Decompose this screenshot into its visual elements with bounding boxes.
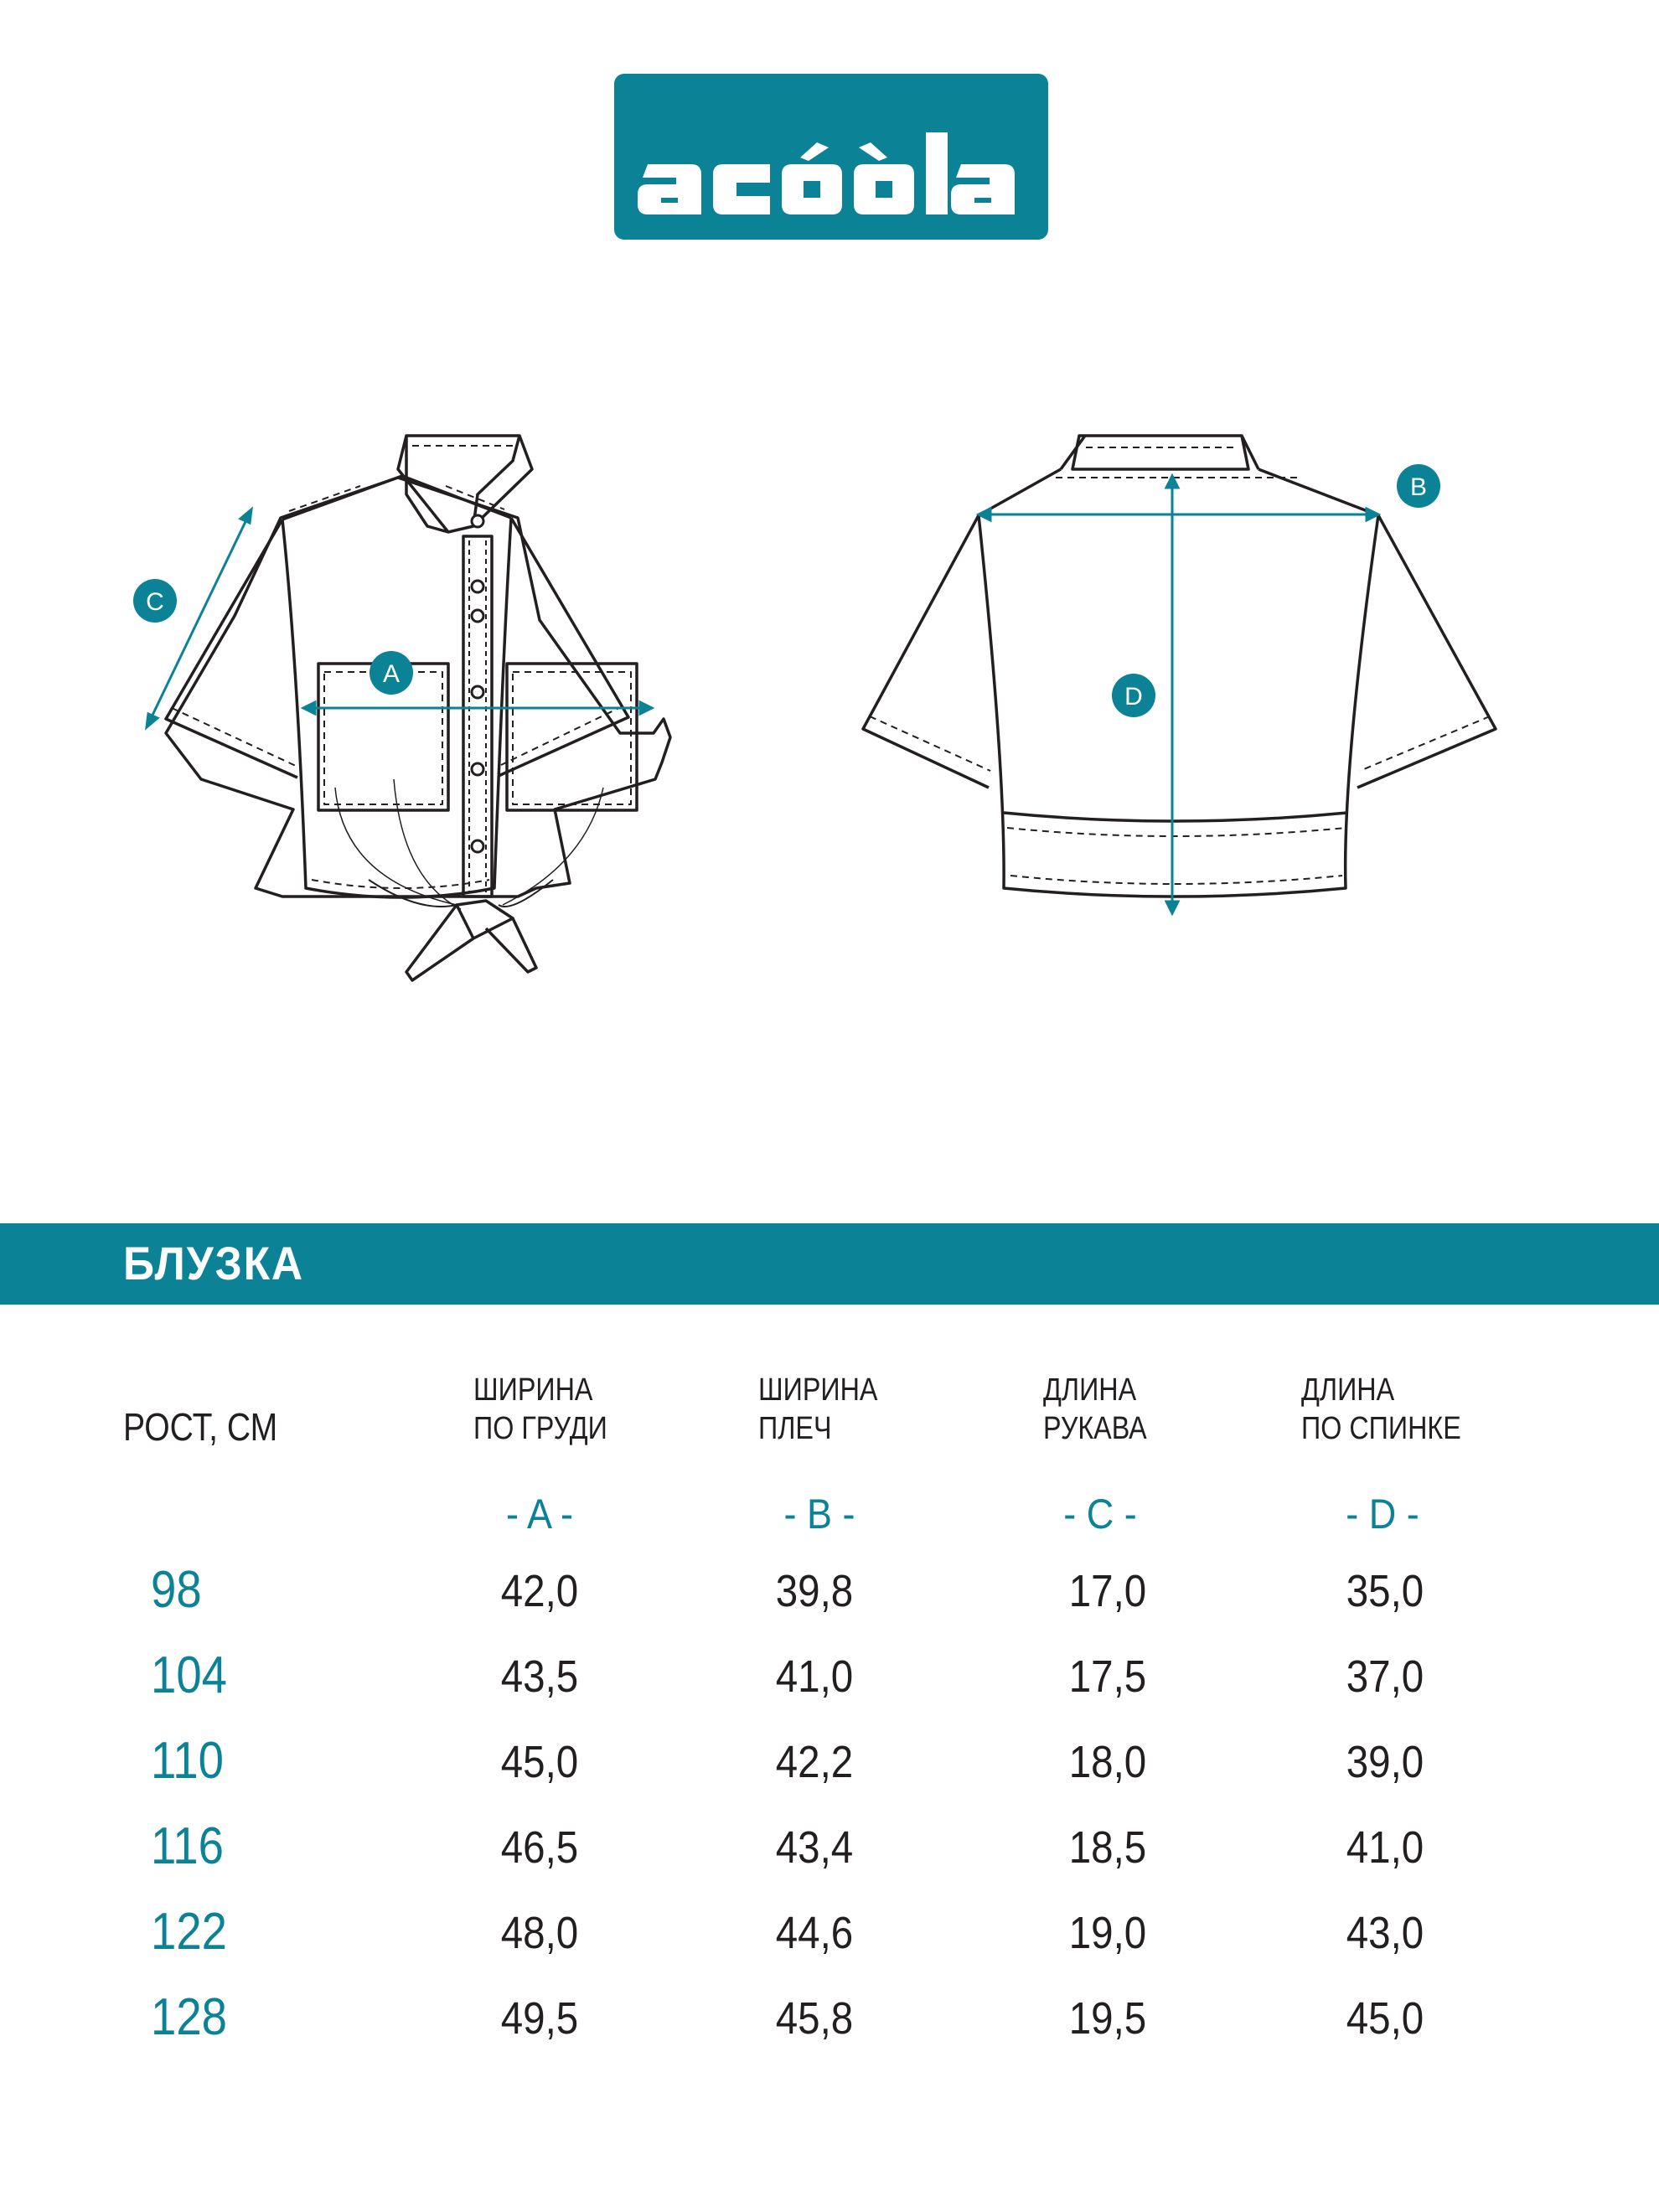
brand-logo xyxy=(614,74,1048,240)
size-value: 104 xyxy=(151,1646,228,1704)
size-value: 128 xyxy=(151,1988,228,2046)
back-length-value: 45,0 xyxy=(1346,1993,1424,2044)
sleeve-length-value: 19,0 xyxy=(1068,1908,1147,1958)
sleeve-length-value: 18,0 xyxy=(1068,1737,1147,1787)
table-row xyxy=(0,1987,1659,2071)
sleeve-length-value: 17,0 xyxy=(1068,1566,1147,1616)
back-length-value: 35,0 xyxy=(1346,1566,1424,1616)
size-value: 98 xyxy=(151,1561,202,1619)
column-letter-b: - B - xyxy=(783,1491,855,1538)
label-a: A xyxy=(382,660,401,688)
chest-width-value: 43,5 xyxy=(500,1651,579,1702)
column-header-c-line1: ДЛИНА xyxy=(1043,1372,1137,1408)
column-header-b-line1: ШИРИНА xyxy=(758,1372,878,1408)
size-value: 122 xyxy=(151,1903,228,1961)
sleeve-length-value: 18,5 xyxy=(1068,1822,1147,1873)
sleeve-length-value: 17,5 xyxy=(1068,1651,1147,1702)
column-letter-a: - A - xyxy=(505,1491,574,1538)
chest-width-value: 45,0 xyxy=(500,1737,579,1787)
size-value: 116 xyxy=(151,1817,224,1875)
back-length-value: 43,0 xyxy=(1346,1908,1424,1958)
column-letter-d: - D - xyxy=(1346,1491,1419,1538)
front-view-drawing xyxy=(117,411,821,1014)
size-value: 110 xyxy=(151,1732,224,1790)
shoulder-width-value: 44,6 xyxy=(775,1908,854,1958)
column-header-b-line2: ПЛЕЧ xyxy=(758,1411,832,1446)
back-length-value: 39,0 xyxy=(1346,1737,1424,1787)
table-row xyxy=(0,1817,1659,1900)
back-length-value: 37,0 xyxy=(1346,1651,1424,1702)
column-header-d-line2: ПО СПИНКЕ xyxy=(1301,1411,1461,1446)
chest-width-value: 48,0 xyxy=(500,1908,579,1958)
table-row xyxy=(0,1731,1659,1815)
product-title-banner xyxy=(0,1223,1659,1305)
table-row xyxy=(0,1646,1659,1729)
shoulder-width-value: 43,4 xyxy=(775,1822,854,1873)
table-row xyxy=(0,1902,1659,1986)
column-header-c-line2: РУКАВА xyxy=(1043,1411,1147,1446)
shoulder-width-value: 45,8 xyxy=(775,1993,854,2044)
column-letter-c: - C - xyxy=(1063,1491,1137,1538)
chest-width-value: 49,5 xyxy=(500,1993,579,2044)
shoulder-width-value: 39,8 xyxy=(775,1566,854,1616)
column-header-a-line2: ПО ГРУДИ xyxy=(473,1411,607,1446)
column-header-a-line1: ШИРИНА xyxy=(473,1372,593,1408)
table-row xyxy=(0,1560,1659,1644)
back-length-value: 41,0 xyxy=(1346,1822,1424,1873)
shoulder-width-value: 42,2 xyxy=(775,1737,854,1787)
column-header-d-line1: ДЛИНА xyxy=(1301,1372,1395,1408)
label-b: B xyxy=(1409,473,1428,501)
size-column-header: РОСТ, СМ xyxy=(123,1405,278,1449)
label-d: D xyxy=(1124,683,1143,711)
product-title: БЛУЗКА xyxy=(123,1237,304,1289)
acoola-logo-mark xyxy=(614,74,1048,240)
sleeve-length-value: 19,5 xyxy=(1068,1993,1147,2044)
shoulder-width-value: 41,0 xyxy=(775,1651,854,1702)
label-c: C xyxy=(146,588,164,616)
chest-width-value: 42,0 xyxy=(500,1566,579,1616)
back-view-drawing xyxy=(846,419,1517,938)
chest-width-value: 46,5 xyxy=(500,1822,579,1873)
